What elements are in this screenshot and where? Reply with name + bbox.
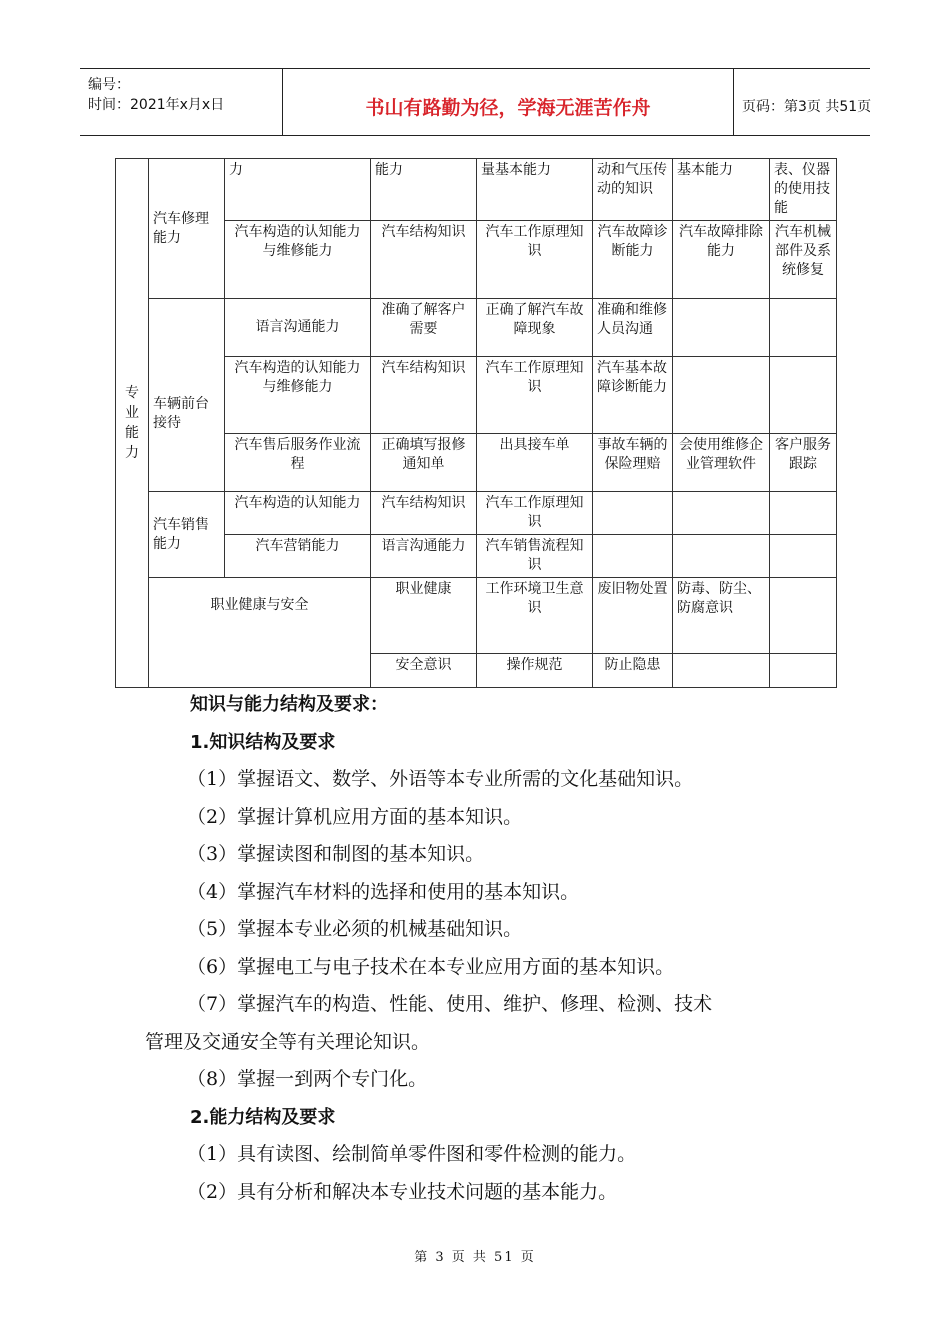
table-row xyxy=(116,299,837,357)
table-cell xyxy=(770,492,837,535)
table-cell: 废旧物处置 xyxy=(593,578,673,654)
list-item: （1）具有读图、绘制简单零件图和零件检测的能力。 xyxy=(187,1143,637,1165)
table-cell: 力 xyxy=(225,159,371,221)
table-cell: 准确和维修人员沟通 xyxy=(593,299,673,357)
table-cell: 汽车机械部件及系统修复 xyxy=(770,221,837,299)
table-cell: 会使用维修企业管理软件 xyxy=(673,434,770,492)
table-cell: 汽车结构知识 xyxy=(371,492,477,535)
table-cell xyxy=(593,535,673,578)
table-cell: 能力 xyxy=(371,159,477,221)
list-item: （2）具有分析和解决本专业技术问题的基本能力。 xyxy=(187,1180,618,1203)
page-header xyxy=(80,68,870,136)
section-heading: 知识与能力结构及要求： xyxy=(190,694,388,715)
table-cell xyxy=(770,535,837,578)
table-cell: 安全意识 xyxy=(371,654,477,688)
table-cell: 汽车构造的认知能力 xyxy=(225,492,371,535)
table-cell: 语言沟通能力 xyxy=(225,299,371,357)
table-cell: 出具接车单 xyxy=(477,434,593,492)
table-row xyxy=(116,434,837,492)
table-row xyxy=(116,357,837,434)
table-cell: 汽车构造的认知能力与维修能力 xyxy=(225,357,371,434)
table-row xyxy=(116,535,837,578)
table-cell: 汽车结构知识 xyxy=(371,221,477,299)
table-cell: 动和气压传动的知识 xyxy=(593,159,673,221)
list-item: （3）掌握读图和制图的基本知识。 xyxy=(187,843,485,865)
sub-cell-xiaoshou: 汽车销售能力 xyxy=(149,492,225,578)
table-cell: 汽车故障诊断能力 xyxy=(593,221,673,299)
table-cell xyxy=(770,357,837,434)
table-cell xyxy=(673,654,770,688)
section-heading: 1.知识结构及要求 xyxy=(190,731,336,753)
table-cell: 正确了解汽车故障现象 xyxy=(477,299,593,357)
list-item: （8）掌握一到两个专门化。 xyxy=(187,1068,428,1090)
section-heading: 2.能力结构及要求 xyxy=(190,1106,336,1128)
table-cell: 汽车售后服务作业流程 xyxy=(225,434,371,492)
document-body xyxy=(145,686,805,1211)
list-item: （6）掌握电工与电子技术在本专业应用方面的基本知识。 xyxy=(187,955,675,978)
table-cell: 客户服务跟踪 xyxy=(770,434,837,492)
table-cell: 防止隐患 xyxy=(593,654,673,688)
table-cell xyxy=(673,492,770,535)
sub-cell-qiantai: 车辆前台接待 xyxy=(149,299,225,492)
table-cell: 防毒、防尘、防腐意识 xyxy=(673,578,770,654)
list-item: （2）掌握计算机应用方面的基本知识。 xyxy=(187,805,523,828)
table-cell: 汽车营销能力 xyxy=(225,535,371,578)
header-info-cell xyxy=(80,69,283,135)
table-cell: 汽车基本故障诊断能力 xyxy=(593,357,673,434)
table-row xyxy=(116,221,837,299)
page-info: 页码：第3页 共51页 xyxy=(742,99,872,115)
table-cell: 基本能力 xyxy=(673,159,770,221)
group-label-zhuanye: 专业能力 xyxy=(125,385,139,461)
list-item: （7）掌握汽车的构造、性能、使用、维护、修理、检测、技术 xyxy=(187,993,713,1015)
table-cell xyxy=(770,578,837,654)
sub-cell-xiuli: 汽车修理能力 xyxy=(149,159,225,299)
table-cell: 汽车销售流程知识 xyxy=(477,535,593,578)
table-cell: 工作环境卫生意识 xyxy=(477,578,593,654)
table-cell xyxy=(770,299,837,357)
table-cell: 汽车故障排除能力 xyxy=(673,221,770,299)
table-cell: 表、仪器的使用技能 xyxy=(770,159,837,221)
table-cell: 职业健康 xyxy=(371,578,477,654)
header-page-cell xyxy=(734,69,870,135)
group-cell-zhiye: 职业健康与安全 xyxy=(149,578,371,688)
table-row xyxy=(116,578,837,654)
number-label: 编号： xyxy=(88,77,130,93)
table-cell xyxy=(593,492,673,535)
table-cell xyxy=(673,357,770,434)
date-label: 时间：2021年x月x日 xyxy=(88,97,225,113)
list-item: （1）掌握语文、数学、外语等本专业所需的文化基础知识。 xyxy=(187,768,694,790)
table-cell xyxy=(673,299,770,357)
table-cell: 汽车工作原理知识 xyxy=(477,221,593,299)
header-motto-cell xyxy=(283,69,734,135)
list-item: （4）掌握汽车材料的选择和使用的基本知识。 xyxy=(187,880,580,903)
table-cell: 汽车工作原理知识 xyxy=(477,357,593,434)
table-row xyxy=(116,492,837,535)
table-cell: 正确填写报修通知单 xyxy=(371,434,477,492)
table-cell: 操作规范 xyxy=(477,654,593,688)
table-cell xyxy=(673,535,770,578)
motto: 书山有路勤为径，学海无涯苦作舟 xyxy=(365,97,651,119)
table-cell: 准确了解客户需要 xyxy=(371,299,477,357)
list-item: 管理及交通安全等有关理论知识。 xyxy=(145,1030,431,1053)
table-cell: 汽车结构知识 xyxy=(371,357,477,434)
table-row xyxy=(116,159,837,221)
ability-table xyxy=(115,158,837,688)
group-cell-zhuanye xyxy=(116,159,149,688)
table-cell xyxy=(770,654,837,688)
page-footer: 第 3 页 共 51 页 xyxy=(414,1250,536,1265)
list-item: （5）掌握本专业必须的机械基础知识。 xyxy=(187,918,523,940)
table-cell: 量基本能力 xyxy=(477,159,593,221)
table-cell: 汽车构造的认知能力与维修能力 xyxy=(225,221,371,299)
table-cell: 事故车辆的保险理赔 xyxy=(593,434,673,492)
table-cell: 汽车工作原理知识 xyxy=(477,492,593,535)
table-cell: 语言沟通能力 xyxy=(371,535,477,578)
